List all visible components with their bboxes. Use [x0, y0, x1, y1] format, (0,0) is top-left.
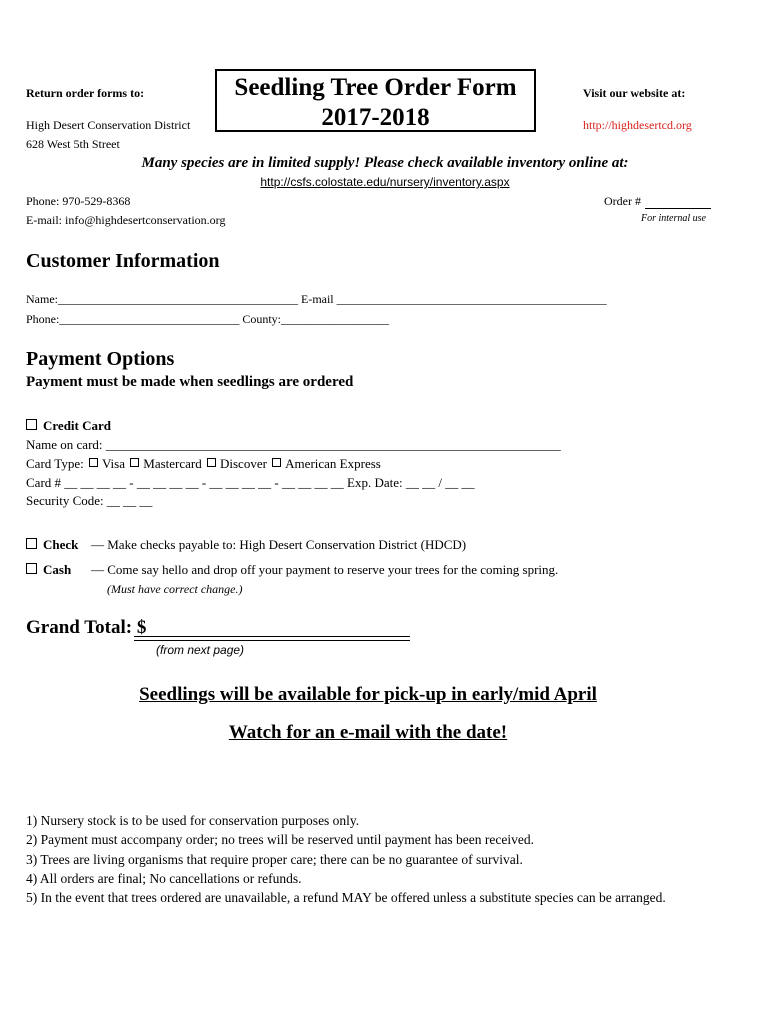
check-instructions: — Make checks payable to: High Desert Conservation District (HDCD): [91, 537, 467, 552]
credit-card-checkbox[interactable]: [26, 419, 37, 430]
contact-email: E-mail: info@highdesertconservation.org: [26, 213, 226, 227]
rule-item: 2) Payment must accompany order; no trees will be reserved until payment has been received.: [26, 832, 534, 848]
rules-list: [26, 811, 666, 907]
internal-use-note: For internal use: [641, 213, 706, 224]
discover-checkbox[interactable]: [207, 458, 216, 467]
contact-phone: Phone: 970-529-8368: [26, 194, 131, 208]
order-number-blank[interactable]: [645, 196, 711, 209]
check-option[interactable]: [26, 537, 466, 553]
amex-checkbox[interactable]: [272, 458, 281, 467]
form-title-box: [215, 69, 536, 132]
cash-instructions: — Come say hello and drop off your payment to reserve your trees for the coming spring.: [91, 562, 559, 577]
amex-label: American Express: [285, 456, 381, 471]
cash-label: Cash: [43, 562, 72, 577]
rule-item: 5) In the event that trees ordered are unavailable, a refund MAY be offered unless a substitute species can be arranged.: [26, 890, 666, 906]
security-code-field[interactable]: Security Code: __ __ __: [26, 493, 153, 508]
form-year: 2017-2018: [321, 104, 430, 131]
rule-item: 1) Nursery stock is to be used for conservation purposes only.: [26, 813, 360, 828]
address-line-2: 628 West 5th Street: [26, 137, 120, 151]
payment-subheading: Payment must be made when seedlings are ordered: [26, 374, 354, 390]
from-next-page-note: (from next page): [156, 643, 245, 657]
mastercard-label: Mastercard: [143, 456, 202, 471]
rule-item: 3) Trees are living organisms that require proper care; there can be no guarantee of survival.: [26, 851, 523, 867]
form-title: Seedling Tree Order Form: [234, 74, 517, 101]
inventory-link[interactable]: http://csfs.colostate.edu/nursery/inventory.aspx: [260, 175, 510, 189]
discover-label: Discover: [219, 456, 267, 471]
check-label: Check: [43, 537, 79, 552]
website-link[interactable]: http://highdesertcd.org: [583, 118, 692, 132]
mastercard-checkbox[interactable]: [130, 458, 139, 467]
grand-total-label: Grand Total: $: [26, 617, 147, 638]
email-watch-notice: Watch for an e-mail with the date!: [228, 722, 508, 743]
check-checkbox[interactable]: [26, 538, 37, 549]
card-number-field[interactable]: Card # __ __ __ __ - __ __ __ __ - __ __ __ __ - __ __ __ __ Exp. Date: __ __ / __ __: [26, 475, 475, 490]
card-type-label: Card Type:: [26, 456, 84, 471]
grand-total-field[interactable]: [134, 636, 410, 641]
credit-card-label: Credit Card: [43, 418, 112, 433]
website-label: Visit our website at:: [583, 86, 686, 100]
phone-county-field[interactable]: Phone:______________________________ County:__________________: [26, 312, 390, 326]
payment-options-heading: Payment Options: [26, 348, 175, 370]
return-label: Return order forms to:: [26, 86, 145, 100]
supply-notice: Many species are in limited supply! Please check available inventory online at:: [141, 155, 629, 171]
customer-info-heading: Customer Information: [26, 250, 220, 272]
correct-change-note: (Must have correct change.): [107, 582, 243, 596]
cash-checkbox[interactable]: [26, 563, 37, 574]
credit-card-option[interactable]: [26, 418, 111, 434]
name-on-card-field[interactable]: Name on card: ______________________________________________________________________: [26, 437, 561, 452]
visa-checkbox[interactable]: [89, 458, 98, 467]
rule-item: 4) All orders are final; No cancellations or refunds.: [26, 870, 302, 886]
order-number-label: Order #: [604, 194, 641, 208]
address-line-1: High Desert Conservation District: [26, 118, 191, 132]
card-type-row: [26, 456, 381, 472]
order-number-field[interactable]: [604, 194, 711, 209]
visa-label: Visa: [101, 456, 126, 471]
name-email-field[interactable]: Name:________________________________________ E-mail _____________________________________________: [26, 292, 607, 306]
pickup-availability-notice: Seedlings will be available for pick-up in early/mid April: [139, 684, 597, 705]
cash-option[interactable]: [26, 562, 558, 578]
